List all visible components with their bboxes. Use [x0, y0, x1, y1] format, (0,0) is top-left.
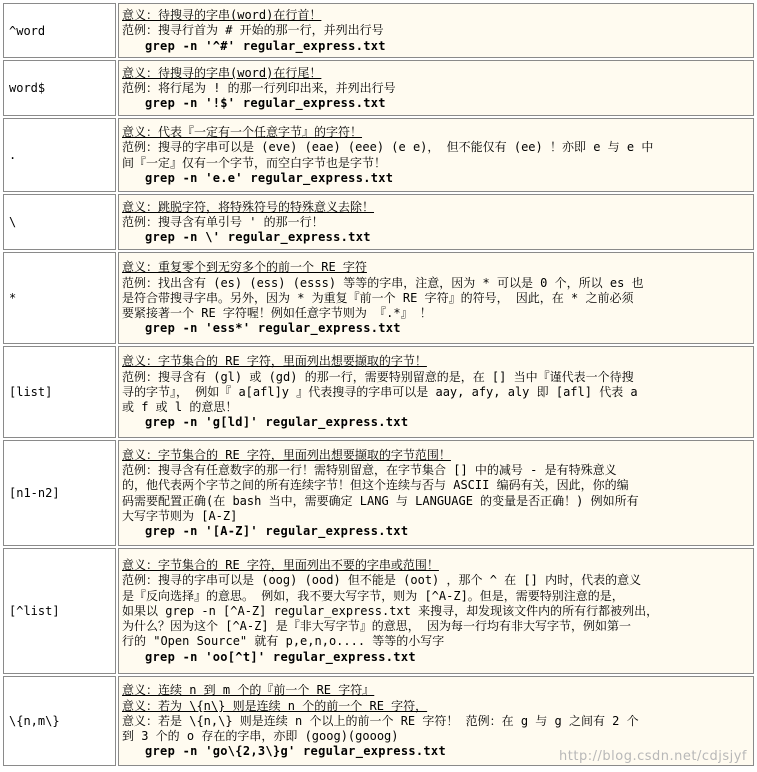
watermark: http://blog.csdn.net/cdjsjyf — [559, 749, 747, 764]
desc-cell — [118, 60, 754, 116]
command-line: grep -n '[A-Z]' regular_express.txt — [145, 523, 409, 538]
desc-cell — [118, 252, 754, 344]
command-line: grep -n 'oo[^t]' regular_express.txt — [145, 649, 416, 664]
example-line: 码需要配置正确(在 bash 当中，需要确定 LANG 与 LANGUAGE 的变量是否正确！) 例如所有 — [122, 493, 639, 508]
meaning-line: 意义：连续 n 到 m 个的『前一个 RE 字符』 — [122, 683, 375, 698]
term-cell: [list] — [3, 346, 116, 438]
example-line: 行的 "Open Source" 就有 p,e,n,o.... 等等的小写字 — [122, 634, 445, 649]
command-line: grep -n \' regular_express.txt — [145, 230, 371, 245]
table-row — [3, 252, 754, 344]
example-line: 范例：搜寻含有单引号 ' 的那一行！ — [122, 214, 324, 229]
example-line: 范例：将行尾为 ! 的那一行列印出来，并列出行号 — [122, 80, 396, 95]
term-cell: [^list] — [3, 548, 116, 674]
meaning-line: 意义：字节集合的 RE 字符，里面列出想要撷取的字节范围！ — [122, 447, 451, 462]
example-line: 范例：找出含有 (es) (ess) (esss) 等等的字串，注意，因为 * 可以是 0 个，所以 es 也 — [122, 275, 644, 290]
meaning-line: 意义：代表『一定有一个任意字节』的字符！ — [122, 125, 363, 140]
table-row — [3, 346, 754, 438]
example-line: 是符合带搜寻字串。另外，因为 * 为重复『前一个 RE 字符』的符号， 因此，在 * 之前必须 — [122, 290, 634, 305]
term-cell: . — [3, 118, 116, 192]
meaning-line: 意义：待搜寻的字串(word)在行尾！ — [122, 65, 322, 80]
term-cell: \ — [3, 194, 116, 250]
regex-table — [1, 1, 756, 768]
desc-cell — [118, 118, 754, 192]
meaning-line: 意义：字节集合的 RE 字符，里面列出想要撷取的字节！ — [122, 354, 427, 369]
table-row — [3, 3, 754, 58]
example-line: 大写字节则为 [A-Z] — [122, 508, 238, 523]
example-line: 要紧接著一个 RE 字符喔！例如任意字节则为 『.*』 ！ — [122, 306, 432, 321]
example-line: 范例：搜寻行首为 # 开始的那一行，并列出行号 — [122, 23, 384, 38]
meaning-line: 意义：待搜寻的字串(word)在行首！ — [122, 8, 322, 23]
term-cell: \{n,m\} — [3, 676, 116, 766]
table-row — [3, 548, 754, 674]
term-cell: [n1-n2] — [3, 440, 116, 546]
example-line: 如果以 grep -n [^A-Z] regular_express.txt 来搜寻，却发现该文件内的所有行都被列出， — [122, 603, 659, 618]
example-line: 范例：搜寻的字串可以是 (oog) (ood) 但不能是 (oot) ，那个 ^ 在 [] 内时，代表的意义 — [122, 573, 642, 588]
term-cell: * — [3, 252, 116, 344]
term-cell: word$ — [3, 60, 116, 116]
example-line: 范例：搜寻含有 (gl) 或 (gd) 的那一行，需要特别留意的是，在 [] 当中『谨代表一个待搜 — [122, 369, 634, 384]
table-row — [3, 194, 754, 250]
table-row — [3, 60, 754, 116]
example-line: 意义：若是 \{n,\} 则是连续 n 个以上的前一个 RE 字符！ 范例：在 g 与 g 之间有 2 个 — [122, 713, 639, 728]
desc-cell — [118, 548, 754, 674]
example-line: 的，他代表两个字节之间的所有连续字节！但这个连续与否与 ASCII 编码有关，因此，你的编 — [122, 478, 629, 493]
desc-cell — [118, 194, 754, 250]
example-line: 范例：搜寻的字串可以是 (eve) (eae) (eee) (e e)， 但不能仅有 (ee) ！亦即 e 与 e 中 — [122, 140, 654, 155]
example-line: 或 f 或 l 的意思！ — [122, 400, 238, 415]
example-line: 是『反向选择』的意思。 例如，我不要大写字节，则为 [^A-Z]。但是，需要特别注意的是， — [122, 588, 624, 603]
term-cell: ^word — [3, 3, 116, 58]
example-line: 到 3 个的 o 存在的字串，亦即 (goog)(gooog) — [122, 729, 399, 744]
meaning-line: 意义：重复零个到无穷多个的前一个 RE 字符 — [122, 260, 367, 275]
example-line: 间『一定』仅有一个字节，而空白字节也是字节！ — [122, 155, 387, 170]
desc-cell — [118, 440, 754, 546]
command-line: grep -n '!$' regular_express.txt — [145, 96, 386, 111]
command-line: grep -n 'e.e' regular_express.txt — [145, 170, 394, 185]
desc-cell — [118, 3, 754, 58]
meaning-line: 意义：跳脱字符，将特殊符号的特殊意义去除！ — [122, 199, 375, 214]
desc-cell — [118, 346, 754, 438]
command-line: grep -n 'ess*' regular_express.txt — [145, 321, 401, 336]
example-line: 范例：搜寻含有任意数字的那一行！需特别留意，在字节集合 [] 中的减号 - 是有特殊意义 — [122, 463, 617, 478]
example-line: 为什么？因为这个 [^A-Z] 是『非大写字节』的意思， 因为每一行均有非大写字节，例如第一 — [122, 619, 632, 634]
command-line: grep -n 'g[ld]' regular_express.txt — [145, 415, 409, 430]
example-line: 寻的字节』， 例如『 a[afl]y 』代表搜寻的字串可以是 aay, afy, aly 即 [afl] 代表 a — [122, 384, 638, 399]
command-line: grep -n '^#' regular_express.txt — [145, 38, 386, 53]
meaning-line: 意义：若为 \{n\} 则是连续 n 个的前一个 RE 字符， — [122, 698, 428, 713]
table-row — [3, 118, 754, 192]
table-row — [3, 440, 754, 546]
meaning-line: 意义：字节集合的 RE 字符，里面列出不要的字串或范围！ — [122, 558, 439, 573]
command-line: grep -n 'go\{2,3\}g' regular_express.txt — [145, 744, 446, 759]
